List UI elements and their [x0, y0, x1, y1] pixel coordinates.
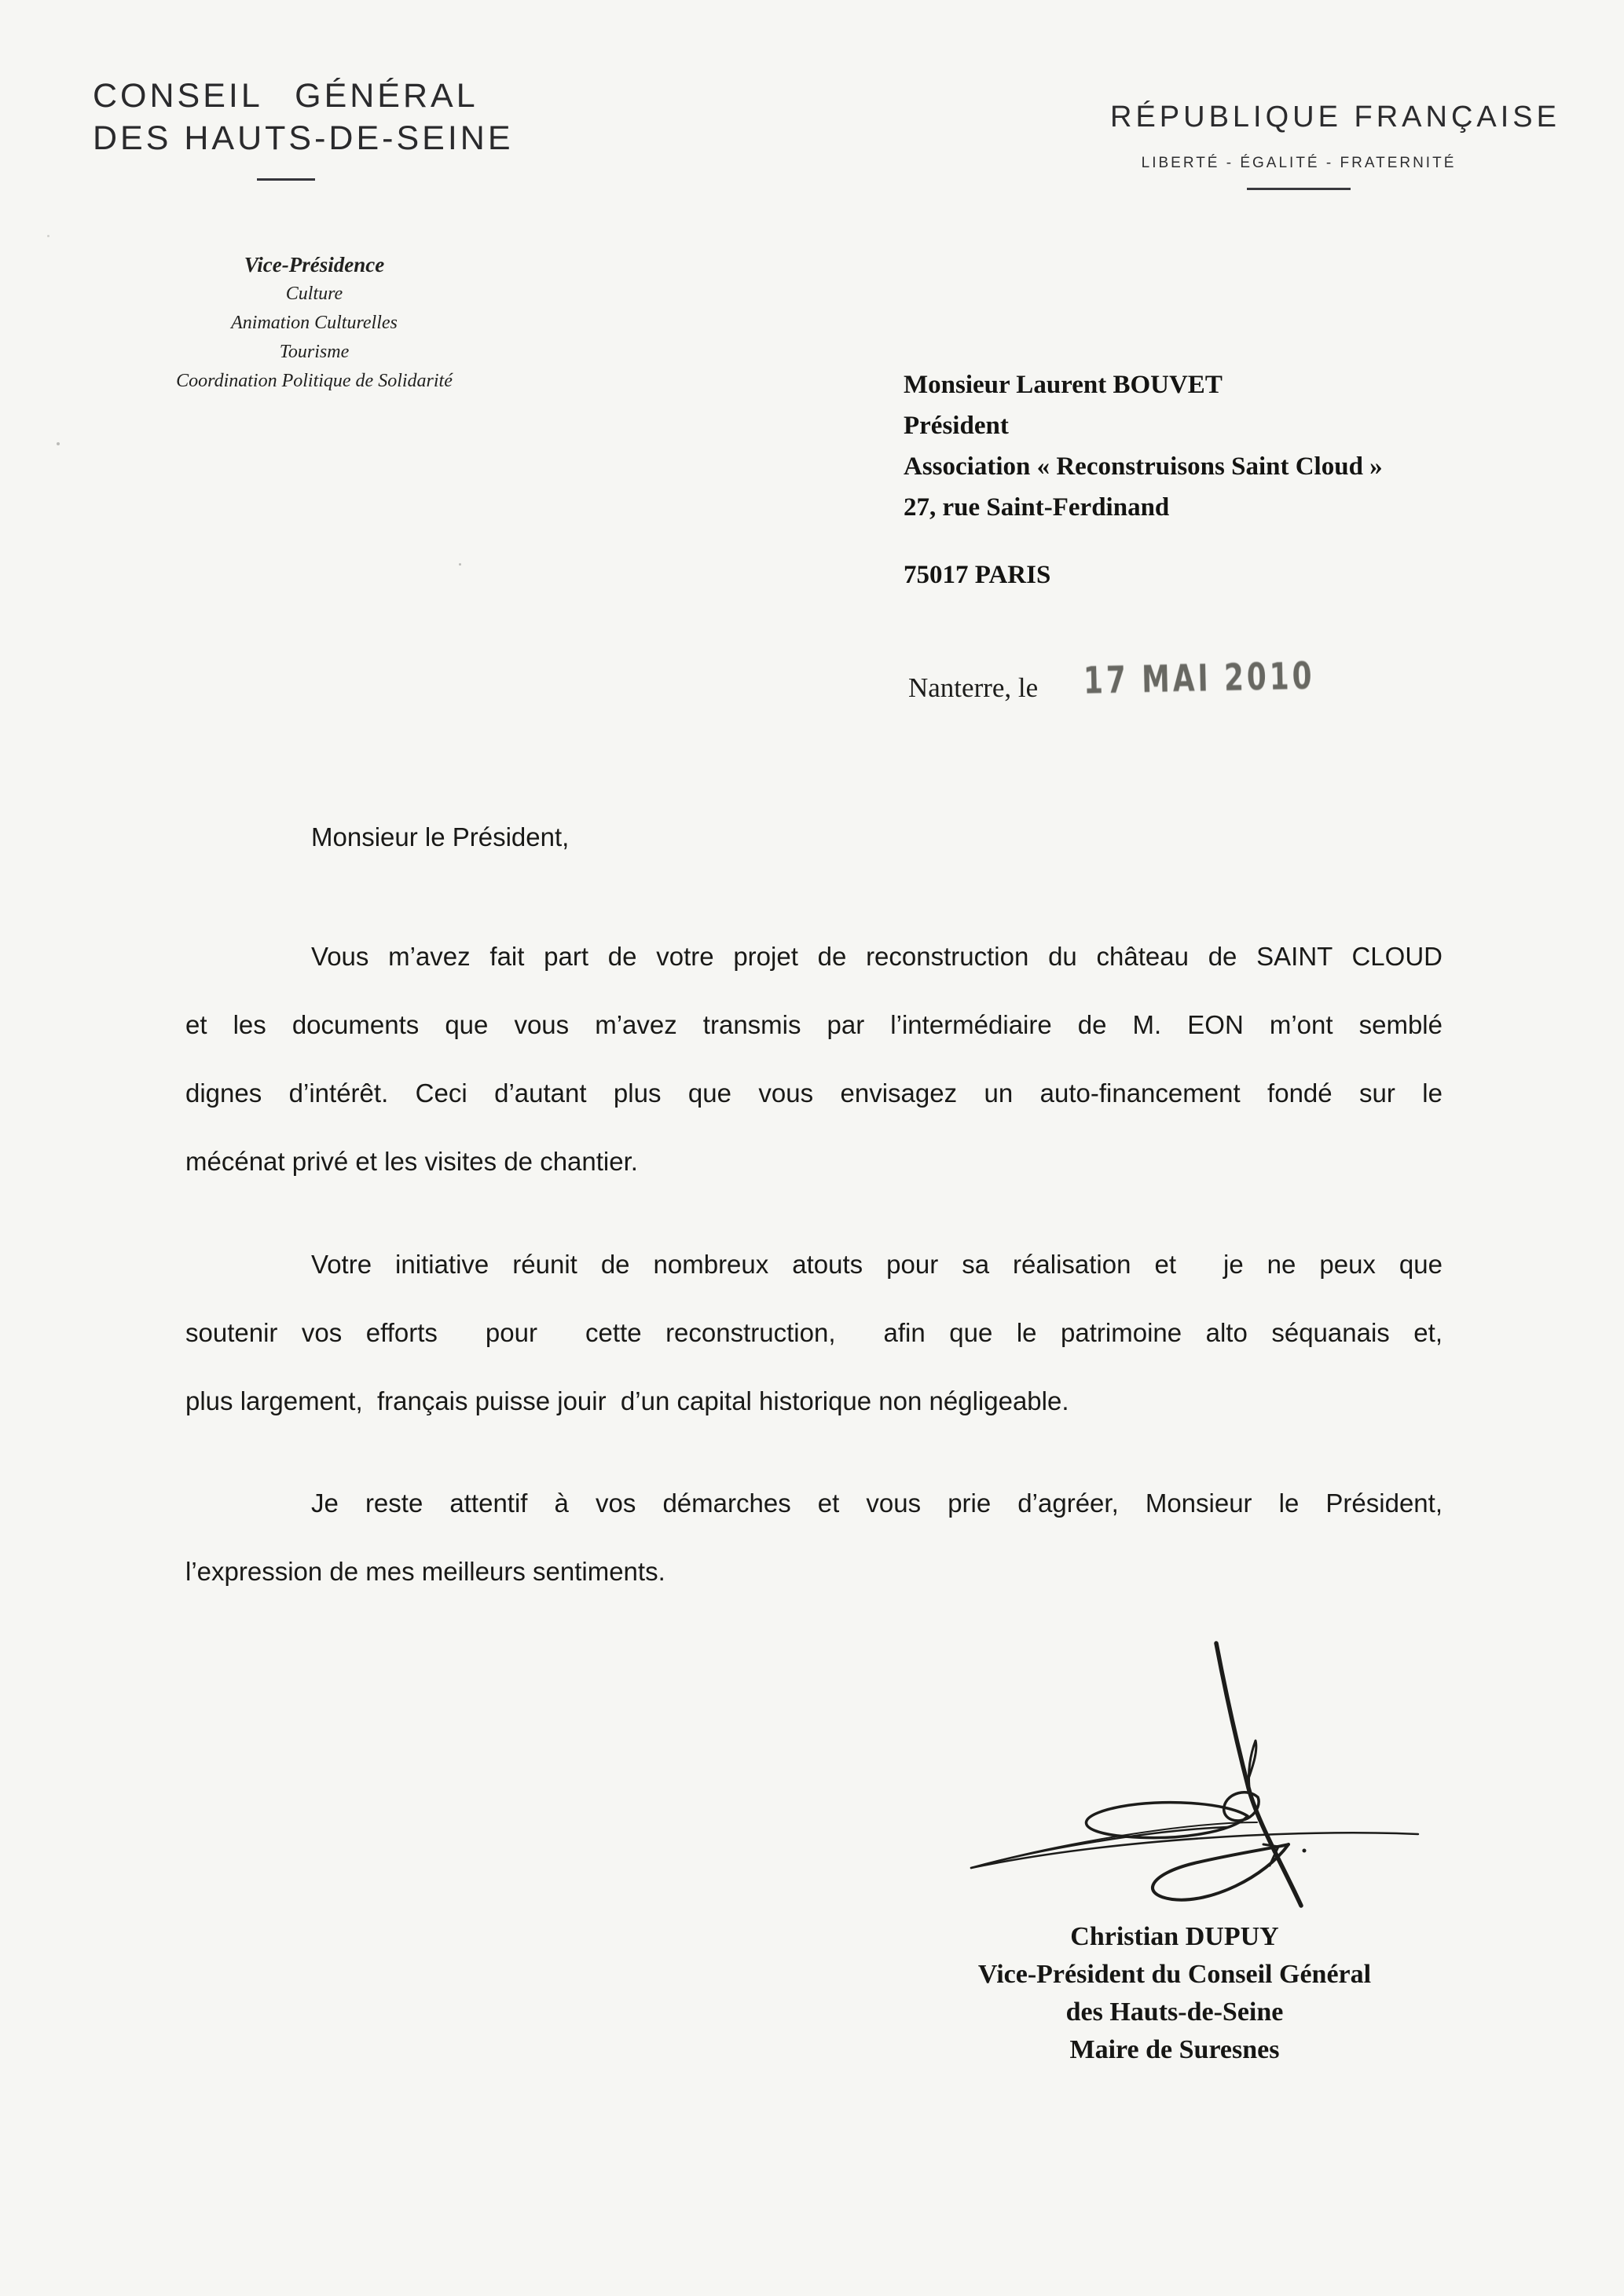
body-line: et les documents que vous m’avez transmis par l’intermédiaire de M. EON m’ont semblé [185, 1010, 1443, 1039]
paragraph-1 [185, 922, 1443, 1196]
department-title: Vice-Présidence [244, 253, 385, 276]
scan-speck [459, 563, 461, 566]
recipient-line: Président [904, 412, 1009, 440]
department-lines [118, 280, 511, 396]
department-line: Animation Culturelles [231, 313, 398, 333]
department-line: Culture [285, 284, 343, 304]
republic-masthead [1110, 101, 1560, 190]
masthead-right-divider [1247, 188, 1351, 190]
date-stamp: 17 MAI 2010 [1083, 654, 1316, 702]
signatory-title-line: Maire de Suresnes [1069, 2035, 1280, 2064]
republic-motto: LIBERTÉ - ÉGALITÉ - FRATERNITÉ [1141, 155, 1457, 171]
body-line: soutenir vos efforts pour cette reconstruction, afin que le patrimoine alto séquanais et, [185, 1318, 1443, 1347]
signatory-block [915, 1918, 1434, 2069]
body-line: dignes d’intérêt. Ceci d’autant plus que vous envisagez un auto-financement fondé sur le [185, 1078, 1443, 1108]
body-line: l’expression de mes meilleurs sentiments. [185, 1557, 665, 1586]
recipient-line: 27, rue Saint-Ferdinand [904, 493, 1170, 522]
body-line: mécénat privé et les visites de chantier. [185, 1147, 638, 1176]
body-line: Vous m’avez fait part de votre projet de reconstruction du château de SAINT CLOUD [311, 942, 1443, 971]
recipient-city-line: 75017 PARIS [904, 561, 1051, 589]
signatory-titles [915, 1956, 1434, 2069]
body-line: plus largement, français puisse jouir d’un capital historique non négligeable. [185, 1386, 1069, 1415]
place-date-label: Nanterre, le [908, 672, 1039, 703]
department-line: Coordination Politique de Solidarité [176, 371, 453, 391]
paragraph-2 [185, 1230, 1443, 1435]
department-block [118, 250, 511, 396]
scan-speck [47, 235, 49, 237]
paragraph-3 [185, 1469, 1443, 1606]
recipient-line: Association « Reconstruisons Saint Cloud » [904, 452, 1383, 481]
org-name-line1: CONSEIL GÉNÉRAL [93, 77, 478, 115]
recipient-lines [904, 364, 1383, 528]
recipient-line: Monsieur Laurent BOUVET [904, 371, 1223, 399]
masthead-left-divider [257, 178, 315, 181]
dateline [908, 654, 1380, 705]
signatory-name: Christian DUPUY [1070, 1922, 1279, 1951]
signatory-title-line: Vice-Président du Conseil Général [977, 1960, 1372, 1989]
body-line: Je reste attentif à vos démarches et vous prie d’agréer, Monsieur le Président, [311, 1489, 1443, 1518]
department-line: Tourisme [279, 342, 350, 362]
salutation: Monsieur le Président, [311, 822, 570, 851]
letter-body [185, 803, 1443, 1606]
signatory-title-line: des Hauts-de-Seine [1065, 1998, 1284, 2027]
recipient-address [904, 364, 1383, 595]
org-name-line2: DES HAUTS-DE-SEINE [93, 119, 514, 157]
republic-title: RÉPUBLIQUE FRANÇAISE [1110, 101, 1560, 134]
scan-speck [57, 442, 60, 445]
body-line: Votre initiative réunit de nombreux atouts pour sa réalisation et je ne peux que [311, 1250, 1443, 1279]
org-masthead [93, 75, 514, 181]
signature-scrawl [951, 1634, 1438, 1917]
